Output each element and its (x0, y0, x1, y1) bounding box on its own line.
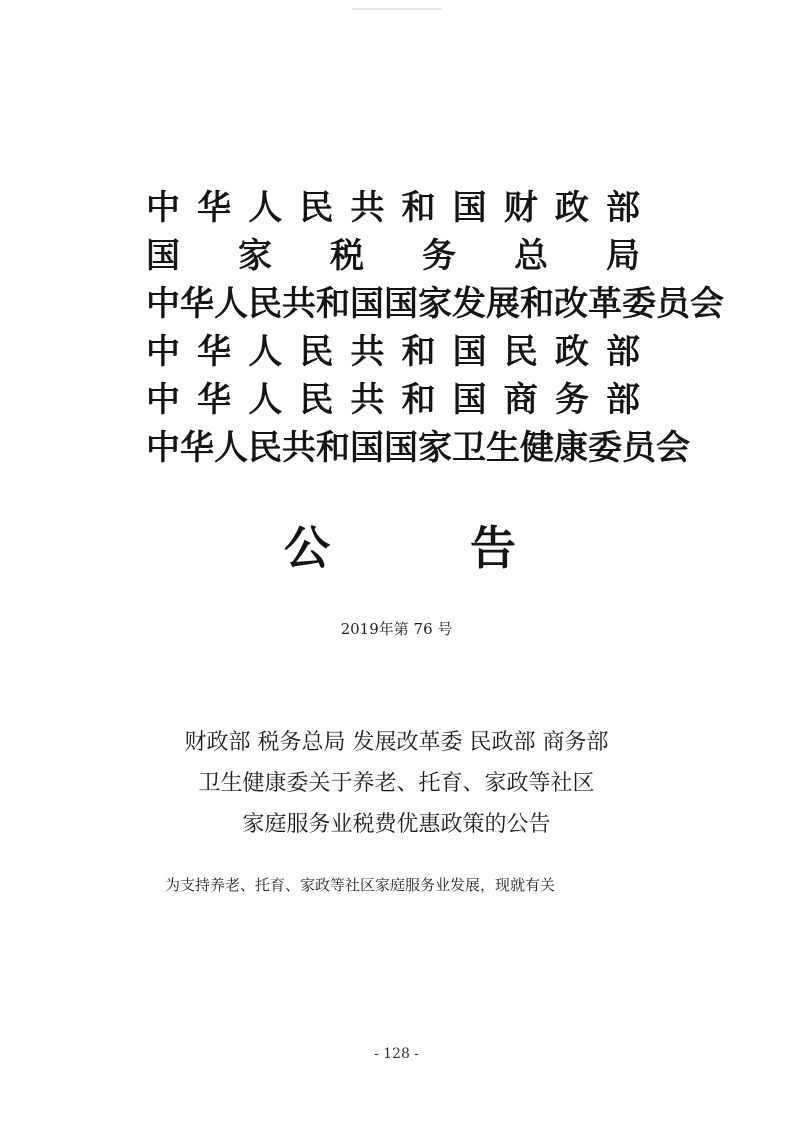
issuer-char: 和 (401, 380, 436, 420)
issuer-char: 华 (180, 284, 214, 324)
issuer-char: 共 (350, 332, 385, 372)
issuer-line (146, 328, 640, 376)
issuer-char: 国 (384, 428, 418, 468)
issuer-char: 和 (401, 332, 436, 372)
issuer-char: 务 (554, 380, 589, 420)
issuer-line (146, 376, 640, 424)
doc-type-char: 公 (284, 521, 330, 575)
issuer-line (146, 184, 640, 232)
issuer-line (146, 232, 640, 280)
issuer-char: 中 (146, 332, 180, 372)
issuer-char: 和 (520, 284, 554, 324)
issuer-char: 委 (588, 428, 622, 468)
issuer-char: 财 (503, 188, 538, 228)
issuer-char: 革 (588, 284, 622, 324)
issuer-char: 国 (452, 188, 487, 228)
document-type-heading (284, 518, 516, 578)
issuer-char: 人 (214, 428, 248, 468)
issuer-char: 共 (282, 284, 316, 324)
issuer-char: 中 (146, 428, 180, 468)
issuer-char: 政 (554, 332, 589, 372)
issuer-char: 民 (248, 428, 282, 468)
issuer-char: 人 (248, 332, 283, 372)
issuer-char: 部 (605, 380, 640, 420)
issuer-char: 商 (503, 380, 538, 420)
issuer-char: 部 (605, 188, 640, 228)
issuer-char: 共 (282, 428, 316, 468)
issuer-char: 家 (418, 428, 452, 468)
issuer-char: 国 (146, 236, 180, 276)
issuer-char: 中 (146, 284, 180, 324)
title-line: 家庭服务业税费优惠政策的公告 (242, 812, 551, 837)
issuer-char: 国 (350, 428, 384, 468)
issuer-char: 民 (299, 332, 334, 372)
issuer-char: 家 (238, 236, 272, 276)
issuer-char: 委 (622, 284, 656, 324)
body-paragraph: 为支持养老、托育、家政等社区家庭服务业发展，现就有关 (165, 876, 556, 894)
issuer-char: 国 (452, 380, 487, 420)
issuer-char: 人 (214, 284, 248, 324)
issuing-agencies (146, 184, 724, 472)
issuer-char: 发 (452, 284, 486, 324)
issuer-char: 务 (422, 236, 456, 276)
issuer-char: 和 (316, 428, 350, 468)
issuer-char: 华 (180, 428, 214, 468)
issuer-char: 人 (248, 188, 283, 228)
issuer-char: 共 (350, 380, 385, 420)
issuer-char: 康 (554, 428, 588, 468)
issuer-char: 卫 (452, 428, 486, 468)
issuer-char: 税 (330, 236, 364, 276)
issuer-char: 局 (606, 236, 640, 276)
issuer-char: 民 (248, 284, 282, 324)
title-line: 财政部 税务总局 发展改革委 民政部 商务部 (184, 730, 609, 755)
issuer-char: 健 (520, 428, 554, 468)
doc-type-char: 告 (470, 521, 516, 575)
issuer-char: 华 (197, 188, 232, 228)
issuer-char: 部 (605, 332, 640, 372)
issuer-char: 展 (486, 284, 520, 324)
issuer-char: 民 (299, 380, 334, 420)
issuer-char: 共 (350, 188, 385, 228)
issuer-char: 政 (554, 188, 589, 228)
issuer-char: 国 (452, 332, 487, 372)
issuer-char: 会 (690, 284, 724, 324)
issuer-char: 华 (197, 332, 232, 372)
issuer-line (146, 280, 724, 328)
issuer-char: 中 (146, 380, 180, 420)
issuer-char: 和 (401, 188, 436, 228)
issuer-char: 民 (299, 188, 334, 228)
issuer-char: 民 (503, 332, 538, 372)
issuer-char: 国 (384, 284, 418, 324)
document-title (90, 722, 703, 845)
page-number: - 128 - (373, 1046, 420, 1062)
issuer-char: 国 (350, 284, 384, 324)
issuer-char: 总 (514, 236, 548, 276)
document-number: 2019年第 76 号 (340, 620, 453, 638)
scan-artifact (352, 8, 442, 10)
issuer-char: 家 (418, 284, 452, 324)
issuer-char: 会 (656, 428, 690, 468)
issuer-char: 和 (316, 284, 350, 324)
issuer-char: 改 (554, 284, 588, 324)
issuer-char: 生 (486, 428, 520, 468)
issuer-line (146, 424, 690, 472)
issuer-char: 员 (656, 284, 690, 324)
issuer-char: 华 (197, 380, 232, 420)
title-line: 卫生健康委关于养老、托育、家政等社区 (198, 771, 595, 796)
issuer-char: 人 (248, 380, 283, 420)
issuer-char: 中 (146, 188, 180, 228)
issuer-char: 员 (622, 428, 656, 468)
